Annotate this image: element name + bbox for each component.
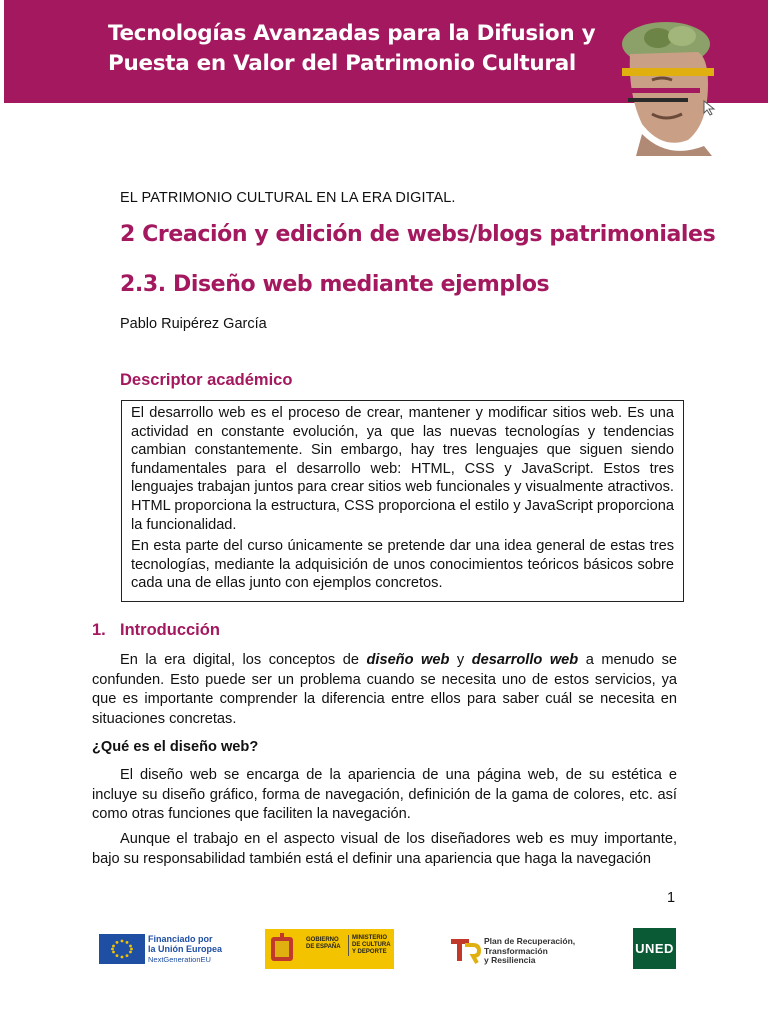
intro-p1-text-a: En la era digital, los conceptos de	[120, 652, 367, 668]
ministry-logo-line2: DE CULTURA	[352, 942, 391, 948]
ministry-logo-line1: MINISTERIO	[352, 935, 388, 941]
page-number: 1	[667, 890, 676, 906]
descriptor-paragraph-1: El desarrollo web es el proceso de crear, mantener y modificar sitios web. Es una actividad en constante evolución, ya que las nuevas tecnologías y tendencias cambian constantemente. Sin embargo, hay tres lenguajes que siguen siendo fundamentales para el desarrollo web: HTML, CSS y JavaScript. Estos tres lenguajes trabajan juntos para crear sitios web funcionales y visualmente atractivos. HTML proporciona la estructura, CSS proporciona el estilo y JavaScript proporciona la funcionalidad.	[131, 405, 674, 533]
eu-logo-line2: la Unión Europea	[148, 944, 223, 954]
descriptor-heading: Descriptor académico	[120, 371, 293, 389]
eu-flag-icon	[99, 934, 145, 964]
intro-paragraph-1	[92, 651, 677, 729]
header-title-line1: Tecnologías Avanzadas para la Difusion y	[108, 21, 596, 46]
intro-p1-text-b: y	[449, 652, 472, 668]
recovery-plan-logo	[449, 935, 589, 965]
intro-heading-number: 1.	[92, 621, 106, 639]
intro-p1-text-c: a menudo se confunden. Esto puede ser un problema cuando se necesita uno de estos servicios, ya que es importante comprender la diferencia entre ellos para saber cuál se necesita en situaciones concretas.	[92, 652, 678, 727]
plan-logo-line1: Plan de Recuperación,	[484, 936, 576, 946]
intro-p2-text: El diseño web se encarga de la apariencia de una página web, de su estética e incluye su diseño gráfico, forma de navegación, definición de la gama de colores, etc. así como otras funciones que faciliten la navegación.	[92, 767, 677, 823]
ministry-culture-logo	[265, 929, 394, 969]
cursor-icon	[703, 100, 717, 116]
heading-sub: 2.3. Diseño web mediante ejemplos	[120, 272, 550, 297]
spain-coat-of-arms-icon	[269, 933, 295, 965]
uned-logo: UNED	[633, 928, 676, 969]
intro-heading	[92, 621, 220, 640]
sculpture-head-image	[612, 14, 724, 156]
eu-logo-line1: Financiado por	[148, 934, 213, 944]
ministry-logo-line3: Y DEPORTE	[352, 949, 387, 955]
eu-funding-logo	[99, 931, 229, 967]
eu-logo-text	[148, 934, 222, 954]
intro-p3-text: Aunque el trabajo en el aspecto visual de los diseñadores web es muy importante, bajo su responsabilidad también está el definir una apariencia que haga la navegación	[92, 831, 677, 867]
plan-logo-line3: y Resiliencia	[484, 955, 536, 965]
plan-logo-line2: Transformación	[484, 945, 548, 956]
intro-p1-emphasis-2: desarrollo web	[471, 652, 579, 668]
recovery-plan-icon	[449, 935, 483, 965]
gov-logo-text	[306, 937, 341, 951]
eu-logo-line3: NextGenerationEU	[148, 955, 211, 964]
intro-heading-text: Introducción	[120, 621, 220, 639]
section-label: EL PATRIMONIO CULTURAL EN LA ERA DIGITAL.	[120, 190, 456, 206]
heading-main: 2 Creación y edición de webs/blogs patrimoniales	[120, 222, 716, 247]
gov-logo-line1: GOBIERNO	[306, 937, 339, 943]
ministry-logo-text	[348, 935, 391, 956]
descriptor-paragraph-2: En esta parte del curso únicamente se pretende dar una idea general de estas tres tecnologías, mediante la adquisición de unos conocimientos teóricos básicos sobre cada una de ellas junto con ejemplos concretos.	[131, 538, 674, 592]
question-heading: ¿Qué es el diseño web?	[92, 739, 259, 755]
intro-paragraph-2	[92, 766, 677, 825]
recovery-plan-text	[484, 937, 575, 966]
gov-logo-line2: DE ESPAÑA	[306, 944, 341, 950]
header-title-line2: Puesta en Valor del Patrimonio Cultural	[108, 51, 576, 76]
header-title	[108, 19, 628, 79]
intro-p1-emphasis-1: diseño web	[366, 652, 450, 668]
author-name: Pablo Ruipérez García	[120, 316, 267, 332]
descriptor-box	[121, 400, 684, 602]
intro-paragraph-3	[92, 830, 677, 869]
